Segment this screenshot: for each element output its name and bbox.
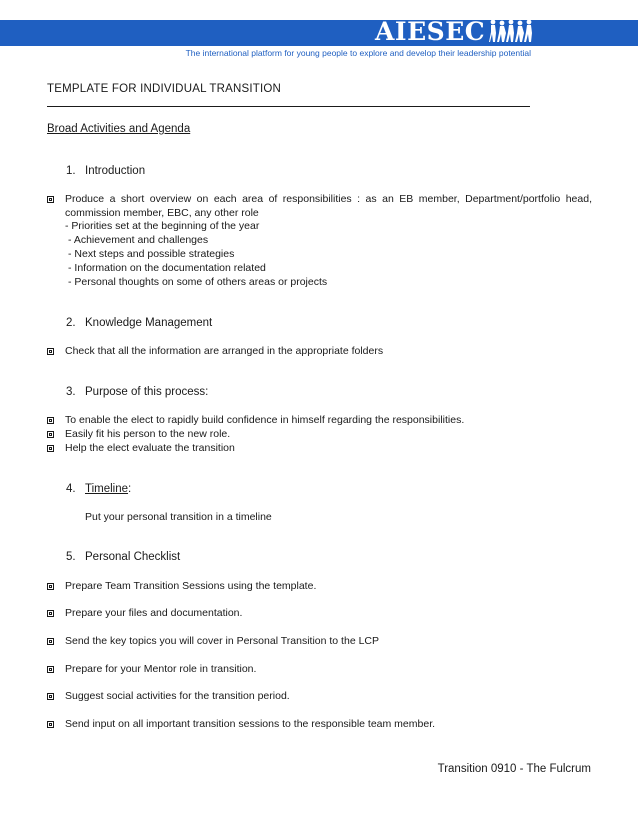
- document-title: TEMPLATE FOR INDIVIDUAL TRANSITION: [47, 83, 282, 95]
- bullet-text: Send input on all important transition sessions to the responsible team member.: [65, 718, 436, 730]
- aiesec-logo: [375, 16, 533, 48]
- checkbox-bullet-icon: [47, 610, 54, 617]
- timeline-text: Put your personal transition in a timeline: [85, 511, 272, 523]
- section-number: 3.: [66, 386, 76, 398]
- checkbox-bullet-icon: [47, 348, 54, 355]
- bullet-text: Prepare for your Mentor role in transition.: [65, 663, 257, 675]
- subline: - Priorities set at the beginning of the year: [65, 220, 260, 232]
- section-number: 5.: [66, 551, 76, 563]
- bullet-item: [47, 193, 592, 220]
- bullet-text: Prepare Team Transition Sessions using the template.: [65, 580, 317, 592]
- logo-text: AIESEC: [375, 17, 486, 46]
- checkbox-bullet-icon: [47, 721, 54, 728]
- bullet-item: [47, 607, 592, 621]
- section-title: Personal Checklist: [85, 551, 181, 563]
- checkbox-bullet-icon: [47, 445, 54, 452]
- title-rule: [47, 106, 530, 107]
- bullet-text: Suggest social activities for the transition period.: [65, 690, 290, 702]
- bullet-text: Produce a short overview on each area of responsibilities : as an EB member, Department/portfolio head, commission member, EBC, any other role: [65, 193, 592, 219]
- checkbox-bullet-icon: [47, 431, 54, 438]
- bullet-text: Easily fit his person to the new role.: [65, 428, 231, 440]
- section-title: Timeline: [85, 483, 129, 495]
- tagline: The international platform for young people to explore and develop their leadership potential: [185, 48, 531, 58]
- header-band: [0, 20, 638, 46]
- bullet-item: [47, 690, 592, 704]
- bullet-item: [47, 345, 592, 359]
- checkbox-bullet-icon: [47, 196, 54, 203]
- section-title: Introduction: [85, 165, 146, 177]
- section-number: 4.: [66, 483, 76, 495]
- section-heading: Broad Activities and Agenda: [47, 123, 191, 135]
- section-3-heading: [66, 386, 208, 398]
- section-title: Knowledge Management: [85, 317, 213, 329]
- bullet-text: Help the elect evaluate the transition: [65, 442, 235, 454]
- bullet-text: Prepare your files and documentation.: [65, 607, 243, 619]
- bullet-text: To enable the elect to rapidly build confidence in himself regarding the responsibilities.: [65, 414, 465, 426]
- bullet-item: [47, 414, 592, 428]
- people-icon: [489, 18, 533, 46]
- bullet-item: [47, 428, 592, 442]
- checkbox-bullet-icon: [47, 417, 54, 424]
- section-number: 1.: [66, 165, 76, 177]
- section-title: Purpose of this process:: [85, 386, 209, 398]
- bullet-item: [47, 635, 592, 649]
- subline: - Information on the documentation related: [68, 262, 266, 274]
- subline: - Personal thoughts on some of others areas or projects: [68, 276, 328, 288]
- footer-text: Transition 0910 - The Fulcrum: [437, 763, 591, 775]
- checkbox-bullet-icon: [47, 583, 54, 590]
- checkbox-bullet-icon: [47, 666, 54, 673]
- section-2-heading: [66, 317, 212, 329]
- bullet-item: [47, 718, 592, 732]
- section-title-suffix: :: [128, 483, 132, 495]
- subline: - Achievement and challenges: [68, 234, 209, 246]
- section-5-heading: [66, 551, 180, 563]
- bullet-text: Send the key topics you will cover in Personal Transition to the LCP: [65, 635, 379, 647]
- section-4-heading: [66, 483, 131, 495]
- checkbox-bullet-icon: [47, 638, 54, 645]
- subline: - Next steps and possible strategies: [68, 248, 235, 260]
- bullet-item: [47, 580, 592, 594]
- section-number: 2.: [66, 317, 76, 329]
- bullet-item: [47, 663, 592, 677]
- checkbox-bullet-icon: [47, 693, 54, 700]
- bullet-text: Check that all the information are arranged in the appropriate folders: [65, 345, 384, 357]
- section-1-heading: [66, 165, 145, 177]
- bullet-item: [47, 442, 592, 456]
